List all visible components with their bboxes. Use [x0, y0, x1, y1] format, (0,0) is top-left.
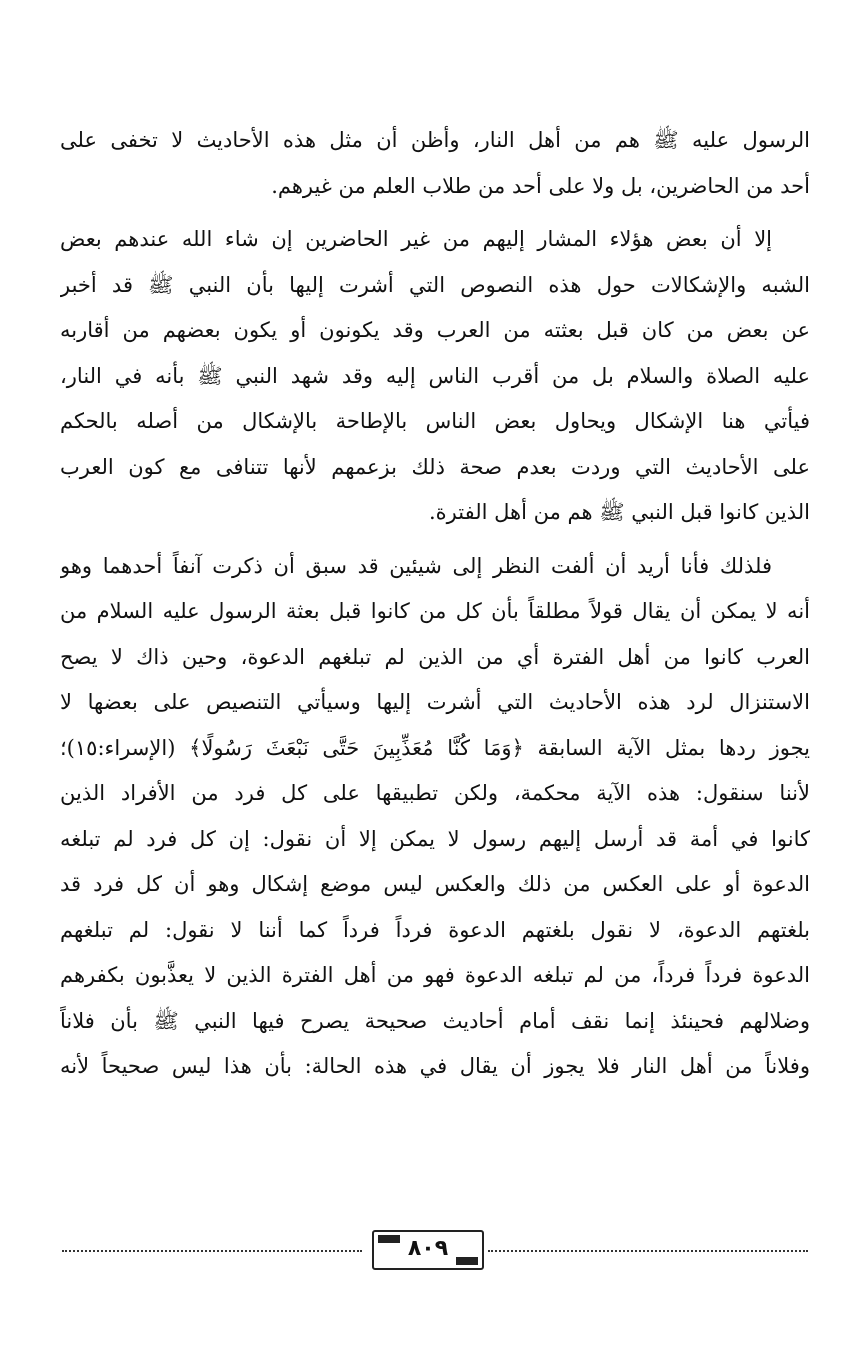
- text-line: الدعوة أو على العكس من ذلك والعكس ليس موضع إشكال وهو أن كل فرد قد: [60, 872, 810, 896]
- text-line: أحد من الحاضرين، بل ولا على أحد من طلاب العلم من غيرهم.: [271, 173, 810, 198]
- text-line: وضلالهم فحينئذ إنما نقف أمام أحاديث صحيحة يصرح فيها النبي ﷺ بأن فلاناً: [60, 1008, 810, 1033]
- text-line: أنه لا يمكن أن يقال قولاً مطلقاً بأن كل من كانوا قبل بعثة الرسول عليه السلام من: [60, 599, 810, 623]
- dotted-rule-right: [488, 1250, 808, 1252]
- text-line: كانوا في أمة قد أرسل إليهم رسول لا يمكن إلا أن نقول: إن كل فرد لم تبلغه: [60, 826, 810, 851]
- text-line: الشبه والإشكالات حول هذه النصوص التي أشرت إليها بأن النبي ﷺ قد أخبر: [60, 272, 810, 297]
- text-line: بلغتهم الدعوة، لا نقول بلغتهم الدعوة فرداً فرداً كما أننا لا نقول: لم تبلغهم: [60, 917, 810, 942]
- page-number-frame: [372, 1230, 484, 1270]
- text-line: الذين كانوا قبل النبي ﷺ هم من أهل الفترة.: [428, 500, 810, 524]
- text-line: العرب كانوا من أهل الفترة أي من الذين لم تبلغهم الدعوة، وحين ذاك لا يصح: [60, 644, 810, 669]
- text-line: لأننا سنقول: هذه الآية محكمة، ولكن تطبيقها على كل فرد من الأفراد الذين: [60, 781, 810, 805]
- text-line: إلا أن بعض هؤلاء المشار إليهم من غير الحاضرين إن شاء الله عندهم بعض: [60, 227, 772, 251]
- text-line: الدعوة فرداً فرداً، من لم تبلغه الدعوة فهو من أهل الفترة الذين لا يعذَّبون بكفرهم: [60, 963, 810, 987]
- text-line: الاستنزال لرد هذه الأحاديث التي أشرت إليها وسيأتي التنصيص على بعضها لا: [60, 690, 810, 714]
- text-line: على الأحاديث التي وردت بعدم صحة ذلك بزعمهم لأنها تتنافى مع كون العرب: [60, 454, 810, 479]
- text-line: يجوز ردها بمثل الآية السابقة ﴿وَمَا كُنَّا مُعَذِّبِينَ حَتَّى نَبْعَثَ رَسُولًا﴾ (الإسراء:١٥)؛: [60, 735, 810, 760]
- page-number: ٨٠٩: [407, 1236, 449, 1261]
- paragraph-3: [60, 544, 810, 1090]
- paragraph-1: [60, 118, 810, 209]
- text-line: عن بعض من كان قبل بعثته من العرب وقد يكونون أو يكون بعضهم من أقاربه: [60, 318, 810, 342]
- text-line: فيأتي هنا الإشكال ويحاول بعض الناس بالإطاحة بالإشكال من أصله بالحكم: [60, 409, 810, 433]
- page-body: [60, 118, 810, 1098]
- paragraph-2: [60, 217, 810, 536]
- text-line: عليه الصلاة والسلام بل من أقرب الناس إليه وقد شهد النبي ﷺ بأنه في النار،: [60, 363, 810, 388]
- dotted-rule-left: [62, 1250, 362, 1252]
- page-footer: [62, 1230, 808, 1276]
- text-line: الرسول عليه ﷺ هم من أهل النار، وأظن أن مثل هذه الأحاديث لا تخفى على: [60, 128, 810, 152]
- text-line: فلذلك فأنا أريد أن ألفت النظر إلى شيئين قد سبق أن ذكرت آنفاً أحدهما وهو: [60, 553, 772, 578]
- text-line: وفلاناً من أهل النار فلا يجوز أن يقال في هذه الحالة: بأن هذا ليس صحيحاً لأنه: [60, 1054, 810, 1078]
